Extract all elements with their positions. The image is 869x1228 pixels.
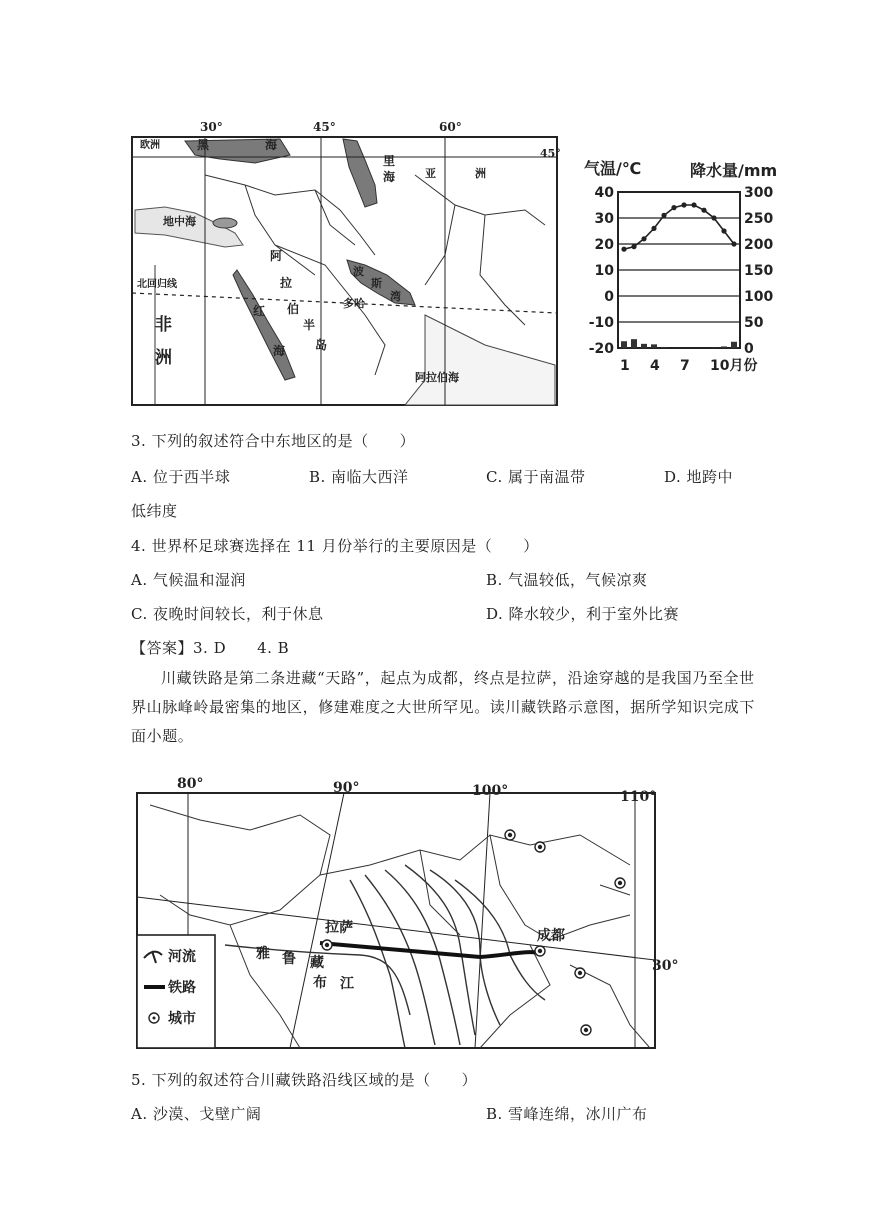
- label-asia-1: 亚: [425, 167, 436, 180]
- answer-line: 【答案】3. D 4. B: [131, 639, 290, 657]
- label-caspian-1: 里: [383, 154, 396, 168]
- label-persian-1: 波: [353, 265, 364, 278]
- legend-river: 河流: [168, 949, 196, 965]
- label-red-sea-2: 海: [273, 344, 286, 358]
- label-black-sea-1: 黑: [197, 138, 210, 152]
- precip-tick-label: 200: [744, 237, 774, 253]
- precip-bar: [621, 341, 627, 348]
- precip-bar: [721, 346, 727, 348]
- label-africa-2: 洲: [155, 348, 172, 368]
- label-doha: 多哈: [343, 297, 365, 310]
- label-asia-2: 洲: [475, 167, 486, 180]
- temperature-point: [631, 244, 636, 249]
- temperature-point: [721, 228, 726, 233]
- temp-tick-label: 40: [594, 185, 614, 201]
- lon-label-45: 45°: [313, 120, 336, 134]
- lon-label-90: 90°: [333, 780, 360, 796]
- river-label-4: 布: [313, 975, 327, 991]
- temp-tick-label: 20: [594, 237, 614, 253]
- q4-option-a[interactable]: A. 气候温和湿润: [131, 571, 246, 589]
- lat-label-30: 30°: [652, 958, 679, 974]
- precip-tick-label: 50: [744, 315, 764, 331]
- label-arabia-1: 阿: [270, 249, 283, 263]
- precip-axis-title: 降水量/mm: [690, 161, 778, 180]
- temperature-point: [671, 205, 676, 210]
- lon-label-80: 80°: [177, 776, 204, 792]
- label-lhasa: 拉萨: [325, 920, 353, 936]
- temp-axis-title: 气温/℃: [584, 159, 642, 178]
- river-label-2: 鲁: [282, 951, 296, 967]
- lon-label-110: 110°: [620, 789, 657, 805]
- precip-bar: [731, 342, 737, 348]
- temp-tick-label: 30: [594, 211, 614, 227]
- precip-tick-label: 150: [744, 263, 774, 279]
- legend-city: 城市: [168, 1011, 196, 1027]
- label-arabia-4: 半: [303, 318, 316, 332]
- q3-stem: 3. 下列的叙述符合中东地区的是（ ）: [131, 432, 416, 450]
- label-persian-3: 湾: [390, 290, 401, 303]
- label-red-sea-1: 红: [253, 304, 266, 318]
- temperature-point: [711, 215, 716, 220]
- temperature-point: [731, 241, 736, 246]
- river-label-1: 雅: [256, 946, 270, 962]
- lon-label-60: 60°: [439, 120, 462, 134]
- q5-option-b[interactable]: B. 雪峰连绵，冰川广布: [486, 1105, 648, 1123]
- label-black-sea-2: 海: [265, 138, 278, 152]
- q5-option-a[interactable]: A. 沙漠、戈壁广阔: [131, 1105, 262, 1123]
- river-label-3: 藏: [310, 955, 324, 971]
- precip-bar: [641, 344, 647, 348]
- q5-stem: 5. 下列的叙述符合川藏铁路沿线区域的是（ ）: [131, 1071, 478, 1089]
- temp-tick-label: 10: [594, 263, 614, 279]
- precip-tick-label: 300: [744, 185, 774, 201]
- temperature-point: [691, 202, 696, 207]
- precip-bar: [631, 339, 637, 348]
- q3-option-c[interactable]: C. 属于南温带: [486, 468, 586, 486]
- precip-bar: [661, 347, 667, 348]
- label-africa-1: 非: [155, 315, 172, 335]
- label-chengdu: 成都: [537, 928, 565, 944]
- precip-tick-label: 0: [744, 341, 754, 357]
- label-arabia-5: 岛: [315, 338, 328, 352]
- label-arabia-2: 拉: [280, 276, 293, 290]
- q4-option-c[interactable]: C. 夜晚时间较长，利于休息: [131, 605, 324, 623]
- legend-railway: 铁路: [168, 980, 196, 996]
- temperature-line: [624, 205, 734, 249]
- month-tick-label: 7: [680, 358, 690, 374]
- q3-option-a[interactable]: A. 位于西半球: [131, 468, 231, 486]
- label-persian-2: 斯: [371, 277, 382, 290]
- label-europe: 欧洲: [140, 140, 160, 151]
- label-mediterranean: 地中海: [163, 215, 196, 228]
- sichuan-tibet-railway-map: [130, 775, 690, 1055]
- q3-option-b[interactable]: B. 南临大西洋: [309, 468, 409, 486]
- climate-chart: [578, 150, 803, 385]
- temp-tick-label: 0: [604, 289, 614, 305]
- month-tick-label: 10月份: [710, 358, 758, 374]
- q3-option-d[interactable]: D. 地跨中: [664, 468, 734, 486]
- month-tick-label: 4: [650, 358, 660, 374]
- q4-stem: 4. 世界杯足球赛选择在 11 月份举行的主要原因是（ ）: [131, 537, 539, 555]
- label-caspian-2: 海: [383, 170, 396, 184]
- temp-tick-label: -10: [588, 315, 614, 331]
- lon-label-100: 100°: [472, 783, 509, 799]
- temperature-point: [681, 202, 686, 207]
- precip-bar: [711, 347, 717, 348]
- temperature-point: [621, 247, 626, 252]
- q3-option-d-continued: 低纬度: [131, 502, 178, 520]
- label-arabian-sea: 阿拉伯海: [415, 371, 459, 384]
- month-tick-label: 1: [620, 358, 630, 374]
- lat-label-45: 45°: [540, 147, 561, 160]
- lon-label-30: 30°: [200, 120, 223, 134]
- map-legend: [137, 935, 215, 1048]
- precip-tick-label: 250: [744, 211, 774, 227]
- passage: 川藏铁路是第二条进藏“天路”，起点为成都，终点是拉萨，沿途穿越的是我国乃至全世界山脉峰岭最密集的地区，修建难度之大世所罕见。读川藏铁路示意图，据所学知识完成下面小题。: [131, 669, 756, 745]
- temperature-point: [701, 208, 706, 213]
- label-tropic: 北回归线: [137, 279, 177, 290]
- temperature-point: [651, 226, 656, 231]
- river-label-5: 江: [340, 976, 354, 992]
- precip-bar: [651, 344, 657, 348]
- q4-option-d[interactable]: D. 降水较少，利于室外比赛: [486, 605, 680, 623]
- middle-east-map: [125, 115, 565, 410]
- precip-tick-label: 100: [744, 289, 774, 305]
- label-arabia-3: 伯: [287, 302, 300, 316]
- temperature-point: [641, 236, 646, 241]
- q4-option-b[interactable]: B. 气温较低，气候凉爽: [486, 571, 648, 589]
- temp-tick-label: -20: [588, 341, 614, 357]
- temperature-point: [661, 213, 666, 218]
